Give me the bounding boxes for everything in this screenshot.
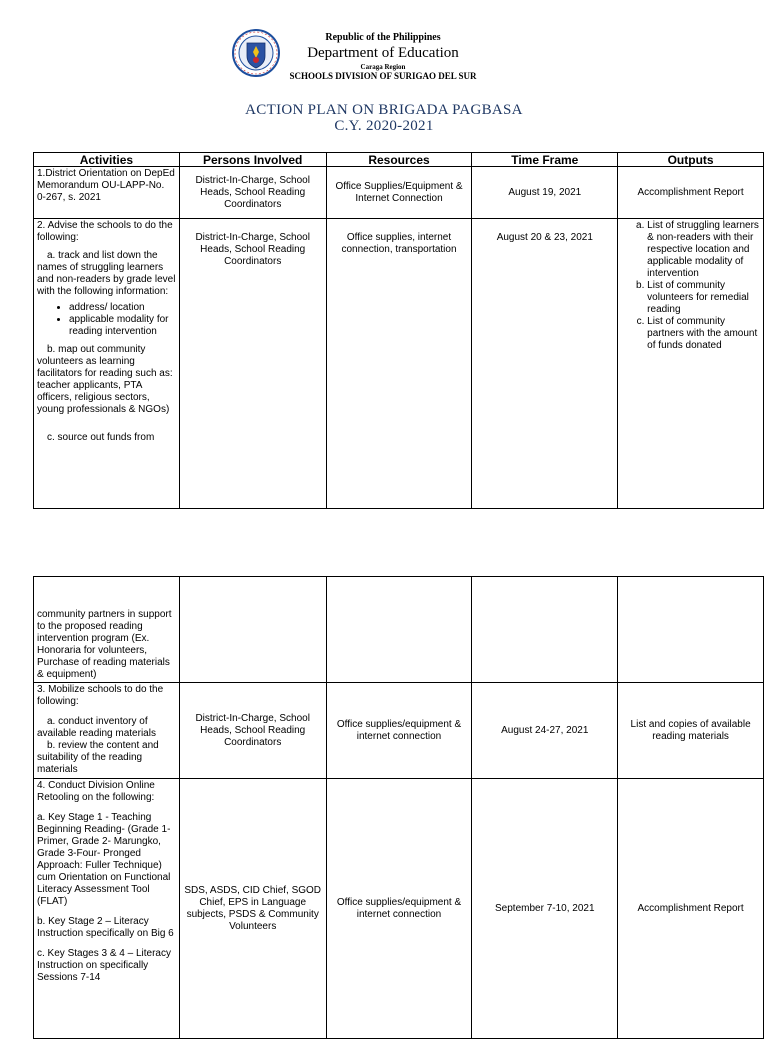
table-row <box>34 219 764 509</box>
output-item: c. List of community partners with the amount of funds donated <box>647 316 760 352</box>
output-item: b. List of community volunteers for remedial reading <box>647 280 760 316</box>
action-plan-table-page2 <box>33 576 764 1039</box>
table-header-row <box>34 153 764 167</box>
table-row <box>34 683 764 779</box>
header-activities: Activities <box>34 153 180 167</box>
time-frame-cell: September 7-10, 2021 <box>472 779 618 1039</box>
persons-cell: District-In-Charge, School Heads, School Reading Coordinators <box>179 167 326 219</box>
resources-cell: Office supplies/equipment & internet connection <box>326 779 472 1039</box>
deped-seal-icon <box>232 29 280 77</box>
activity-continued: community partners in support to the proposed reading intervention program (Ex. Honoraria for volunteers, Purchase of reading materials & equipment) <box>37 609 172 680</box>
activity-item-a: a. track and list down the names of struggling learners and non-readers by grade level with the following information: <box>37 250 176 297</box>
activity-intro: 3. Mobilize schools to do the following: <box>37 684 164 707</box>
time-frame-cell: August 24-27, 2021 <box>472 683 618 779</box>
activity-item-b: b. review the content and suitability of the reading materials <box>37 740 159 775</box>
action-plan-table-page1 <box>33 152 764 509</box>
table-row <box>34 167 764 219</box>
resources-cell <box>326 577 472 683</box>
bullet-list <box>37 302 176 338</box>
output-cell <box>618 577 764 683</box>
activity-item-a: a. conduct inventory of available reading materials <box>37 716 156 739</box>
document-subtitle: C.Y. 2020-2021 <box>334 118 434 134</box>
time-frame-text: August 20 & 23, 2021 <box>496 232 593 243</box>
time-frame-cell <box>472 577 618 683</box>
activity-cell <box>34 219 180 509</box>
output-cell: List and copies of available reading materials <box>618 683 764 779</box>
outputs-cell <box>618 219 764 509</box>
persons-cell <box>179 577 326 683</box>
activity-item-c: c. Key Stages 3 & 4 – Literacy Instruction on specifically Sessions 7-14 <box>37 948 171 983</box>
time-frame-cell <box>472 219 618 509</box>
bullet-item: • address/ location <box>69 302 176 314</box>
output-cell: Accomplishment Report <box>618 167 764 219</box>
persons-cell: SDS, ASDS, CID Chief, SGOD Chief, EPS in Language subjects, PSDS & Community Volunteers <box>179 779 326 1039</box>
activity-intro: 2. Advise the schools to do the following: <box>37 220 173 243</box>
activity-cell: 1.District Orientation on DepEd Memorandum OU-LAPP-No. 0-267, s. 2021 <box>34 167 180 219</box>
activity-cell <box>34 779 180 1039</box>
header-time-frame: Time Frame <box>472 153 618 167</box>
bullet-item: • applicable modality for reading intervention <box>69 314 176 338</box>
header-resources: Resources <box>326 153 472 167</box>
division-label: SCHOOLS DIVISION OF SURIGAO DEL SUR <box>289 71 477 81</box>
activity-item-b: b. map out community volunteers as learning facilitators for reading such as: teacher applicants, PTA officers, religious sectors, young professionals & NGOs) <box>37 344 173 415</box>
activity-cell <box>34 683 180 779</box>
table-row <box>34 779 764 1039</box>
resources-cell: Office supplies/equipment & internet connection <box>326 683 472 779</box>
header-persons-involved: Persons Involved <box>179 153 326 167</box>
output-item: a. List of struggling learners & non-readers with their respective location and applicable modality of intervention <box>647 220 760 280</box>
outputs-list <box>621 220 760 352</box>
header-outputs: Outputs <box>618 153 764 167</box>
resources-text: Office supplies, internet connection, transportation <box>341 232 457 255</box>
activity-item-b: b. Key Stage 2 – Literacy Instruction specifically on Big 6 <box>37 916 174 939</box>
document-header <box>0 0 768 100</box>
activity-item-c: c. source out funds from <box>47 432 155 443</box>
activity-cell <box>34 577 180 683</box>
time-frame-cell: August 19, 2021 <box>472 167 618 219</box>
output-cell: Accomplishment Report <box>618 779 764 1039</box>
republic-label: Republic of the Philippines <box>325 32 441 43</box>
region-label: Caraga Region <box>360 63 406 71</box>
persons-cell <box>179 219 326 509</box>
resources-cell: Office Supplies/Equipment & Internet Connection <box>326 167 472 219</box>
persons-text: District-In-Charge, School Heads, School Reading Coordinators <box>195 232 310 267</box>
activity-item-a: a. Key Stage 1 - Teaching Beginning Reading- (Grade 1-Primer, Grade 2- Marungko, Grade 3-Four- Pronged Approach: Fuller Technique) cum Orientation on Functional Literacy Assessment Tool (FLAT) <box>37 812 171 907</box>
resources-cell <box>326 219 472 509</box>
persons-cell: District-In-Charge, School Heads, School Reading Coordinators <box>179 683 326 779</box>
document-title: ACTION PLAN ON BRIGADA PAGBASA <box>245 102 523 118</box>
activity-intro: 4. Conduct Division Online Retooling on the following: <box>37 780 155 803</box>
department-name: Department of Education <box>307 45 459 61</box>
table-row <box>34 577 764 683</box>
